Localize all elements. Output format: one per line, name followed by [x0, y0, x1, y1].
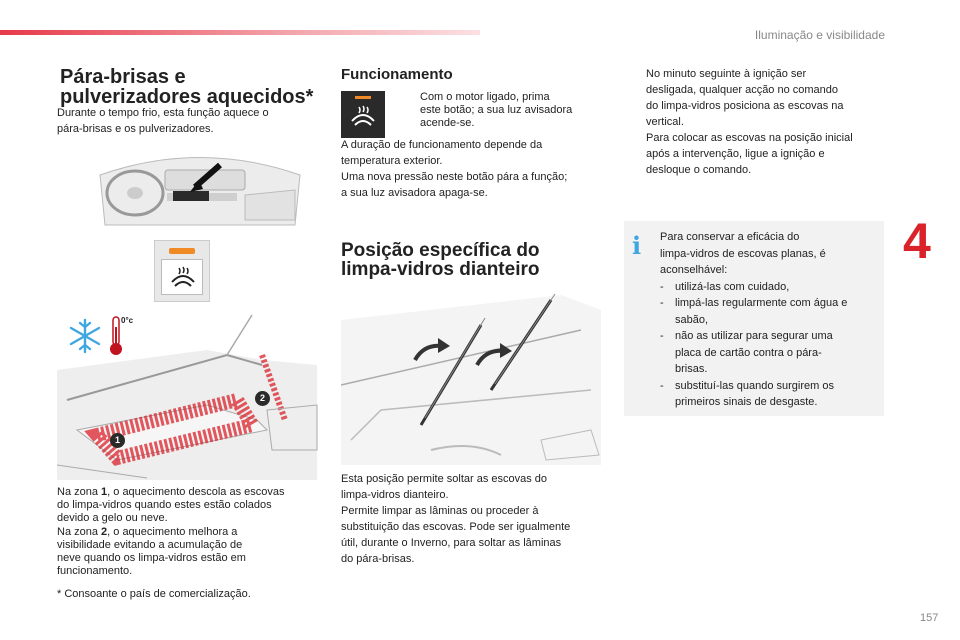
info-icon: i	[632, 231, 642, 260]
info-item: - utilizá-las com cuidado,	[660, 280, 790, 293]
dashboard-illustration	[95, 145, 305, 233]
callout-zone-2: 2	[255, 391, 270, 406]
info-text: Para conservar a eficácia do limpa-vidros de escovas planas, é aconselhável: - utilizá-las com cuidado, - limpá-las regularmente com água e sabão, - não as utilizar para segurar uma placa de cartão contra o pára- brisas. - substituí-las quando surgirem os primeiros sinais de desgaste.	[660, 229, 880, 411]
info-item: - limpá-las regularmente com água e sabão,	[660, 297, 848, 326]
page-number: 157	[920, 612, 939, 624]
operation-paragraph: A duração de funcionamento depende da temperatura exterior. Uma nova pressão neste botão pára a função; a sua luz avisadora apaga-se.	[341, 139, 568, 199]
info-item: - não as utilizar para segurar uma placa de cartão contra o pára- brisas.	[660, 330, 833, 375]
bullet-vertical-position: No minuto seguinte à ignição ser desligada, qualquer acção no comando do limpa-vidros posiciona as escovas na vertical.	[646, 68, 844, 128]
title-wiper-position: Posição específica do limpa-vidros dianteiro	[341, 240, 540, 280]
right-bullets	[622, 67, 887, 179]
wiper-illustration	[341, 290, 601, 465]
heated-intro: Durante o tempo frio, esta função aquece o pára-brisas e os pulverizadores.	[57, 107, 269, 135]
top-accent-bar	[0, 30, 480, 35]
windscreen-heater-button	[161, 259, 203, 295]
chapter-number: 4	[903, 213, 931, 269]
warning-lamp-small	[355, 96, 371, 99]
windscreen-heater-icon	[350, 105, 376, 129]
title-heated-windscreen: Pára-brisas e pulverizadores aquecidos*	[60, 66, 314, 108]
snowflake-icon	[67, 318, 103, 354]
zone-description: Na zona 1, o aquecimento descola as escovas do limpa-vidros quando estes estão colados devido a gelo ou neve. Na zona 2, o aquecimento melhora a visibilidade evitando a acumulação de neve quando os limpa-vidros estão em funcionamento.	[57, 486, 285, 578]
bullet-initial-position: Para colocar as escovas na posição inicial após a intervenção, ligue a ignição e desloque o comando.	[646, 131, 853, 176]
curved-arrow-icon	[412, 338, 452, 362]
temperature-label: 0°c	[121, 316, 134, 325]
curved-arrow-icon	[474, 343, 514, 367]
button-icon-box	[341, 91, 385, 138]
title-operation: Funcionamento	[341, 66, 453, 83]
info-item: - substituí-las quando surgirem os primeiros sinais de desgaste.	[660, 379, 834, 408]
footnote: * Consoante o país de comercialização.	[57, 588, 251, 600]
windscreen-heater-icon	[170, 266, 196, 290]
windscreen-heater-button-panel	[154, 240, 210, 302]
operation-bullet: Com o motor ligado, prima este botão; a sua luz avisadora acende-se.	[420, 91, 573, 130]
wiper-position-text: Esta posição permite soltar as escovas do limpa-vidros dianteiro. Permite limpar as lâminas ou proceder à substituição das escovas. Pode ser igualmente útil, durante o Inverno, para soltar as lâminas do pára-brisas.	[341, 473, 571, 565]
warning-lamp	[169, 248, 195, 254]
callout-zone-1: 1	[110, 433, 125, 448]
info-box	[624, 221, 884, 416]
section-title: Iluminação e visibilidade	[754, 28, 885, 42]
